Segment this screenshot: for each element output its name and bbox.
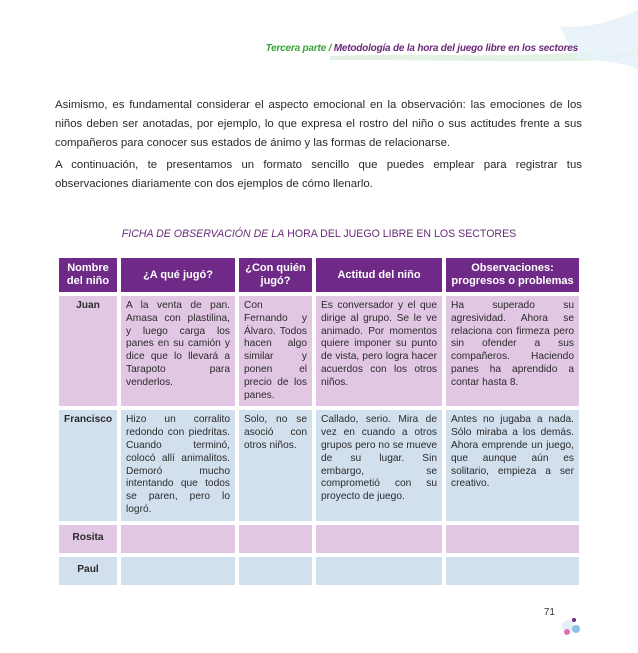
- table-title-rest: HORA DEL JUEGO LIBRE EN LOS SECTORES: [284, 228, 517, 240]
- header-what: ¿A qué jugó?: [121, 258, 235, 292]
- page-corner-ornament-icon: [562, 618, 580, 635]
- cell-name: Juan: [59, 296, 117, 406]
- cell-attitude: Callado, serio. Mira de vez en cuando a otros grupos pero no se mueve de su lugar. Sin embargo, se comprometió con su proyecto de juego.: [316, 410, 442, 520]
- table-row: [59, 410, 579, 520]
- header-separator: /: [325, 43, 334, 54]
- cell-what: [121, 557, 235, 585]
- cell-name: Francisco: [59, 410, 117, 520]
- header-attitude: Actitud del niño: [316, 258, 442, 292]
- table-title: [0, 228, 638, 240]
- cell-whom: Solo, no se asoció con otros niños.: [239, 410, 312, 520]
- header-part: Tercera parte: [265, 43, 326, 54]
- cell-observations: Antes no jugaba a nada. Sólo miraba a los demás. Ahora emprende un juego, que aunque aún es solitario, empieza a ser creativo.: [446, 410, 579, 520]
- cell-what: A la venta de pan. Amasa con plastilina, y luego carga los panes en su camión y dice que lo llevará a Tarapoto para venderlos.: [121, 296, 235, 406]
- table-header-row: [59, 258, 579, 292]
- cell-whom: [239, 525, 312, 553]
- cell-observations: Ha superado su agresividad. Ahora se relaciona con firmeza pero sin ofender a sus compañeros. Haciendo panes ha aprendido a contar hasta 8.: [446, 296, 579, 406]
- header-whom: ¿Con quién jugó?: [239, 258, 312, 292]
- observation-table: [55, 254, 583, 589]
- page-number: 71: [543, 607, 555, 618]
- header-topic: Metodología de la hora del juego libre en los sectores: [333, 43, 578, 54]
- intro-paragraph-2: A continuación, te presentamos un formato sencillo que puedes emplear para registrar tus observaciones diariamente con dos ejemplos de cómo llenarlo.: [55, 159, 582, 190]
- cell-name: Paul: [59, 557, 117, 585]
- table-title-italic: FICHA DE OBSERVACIÓN DE LA: [121, 228, 285, 240]
- page-header: [266, 43, 578, 54]
- intro-paragraph-1: Asimismo, es fundamental considerar el aspecto emocional en la observación: las emociones de los niños deben ser anotadas, por ejemplo, lo que expresa el rostro del niño o sus actitudes frente a sus compañeros para conocer sus estados de ánimo y las formas de relacionarse.: [55, 99, 582, 149]
- header-swoosh: [560, 10, 638, 70]
- cell-what: Hizo un corralito redondo con piedritas. Cuando terminó, colocó allí animalitos. Demoró mucho intentando que todos se paren, pero lo logró.: [121, 410, 235, 520]
- intro-text: [55, 96, 582, 197]
- table-row: [59, 296, 579, 406]
- table-row: [59, 557, 579, 585]
- table-row: [59, 525, 579, 553]
- cell-attitude: Es conversador y el que dirige al grupo. Se le ve animado. Por momentos quiere imponer su punto de vista, pero logra hacer acuerdos con los otros niños.: [316, 296, 442, 406]
- cell-whom: Con Fernando y Álvaro. Todos hacen algo similar y ponen el precio de los panes.: [239, 296, 312, 406]
- cell-attitude: [316, 525, 442, 553]
- cell-observations: [446, 525, 579, 553]
- header-name: Nombre del niño: [59, 258, 117, 292]
- cell-attitude: [316, 557, 442, 585]
- cell-whom: [239, 557, 312, 585]
- cell-what: [121, 525, 235, 553]
- header-observations: Observaciones: progresos o problemas: [446, 258, 579, 292]
- cell-name: Rosita: [59, 525, 117, 553]
- cell-observations: [446, 557, 579, 585]
